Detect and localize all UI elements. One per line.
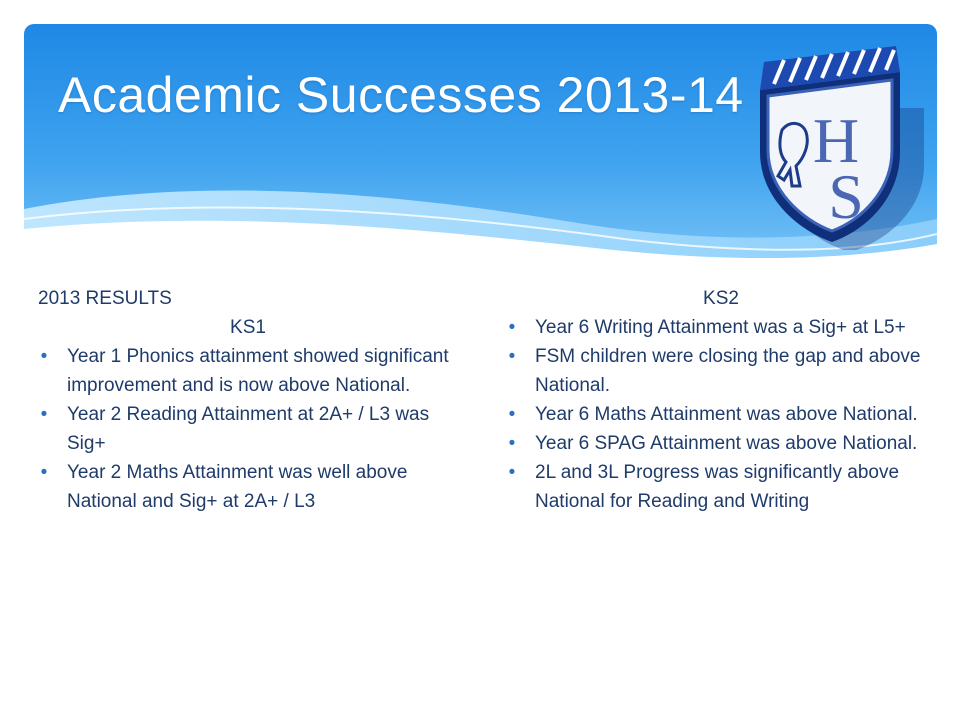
page-title: Academic Successes 2013-14 [58,67,744,123]
list-item: • Year 6 SPAG Attainment was above National. [506,429,926,458]
bullet-icon: • [508,346,516,367]
ks2-heading: KS2 [703,288,739,309]
ks1-bullet-list [38,342,458,516]
ks1-heading: KS1 [230,317,266,338]
ks1-column [38,284,458,516]
list-item: • FSM children were closing the gap and above National. [506,342,926,400]
bullet-icon: • [508,404,516,425]
bullet-icon: • [40,346,48,367]
list-item: • 2L and 3L Progress was significantly above National for Reading and Writing [506,458,926,516]
school-crest-logo [748,40,928,250]
bullet-icon: • [508,462,516,483]
ks2-bullet-list [506,313,926,516]
bullet-icon: • [40,462,48,483]
ks2-column [506,284,926,516]
list-item: • Year 2 Maths Attainment was well above National and Sig+ at 2A+ / L3 [38,458,458,516]
list-item: • Year 6 Maths Attainment was above National. [506,400,926,429]
list-item: • Year 6 Writing Attainment was a Sig+ at L5+ [506,313,926,342]
crest-letter-h: H [812,105,860,176]
list-item: • Year 1 Phonics attainment showed significant improvement and is now above National. [38,342,458,400]
bullet-icon: • [508,433,516,454]
results-label: 2013 RESULTS [38,288,172,309]
bullet-icon: • [508,317,516,338]
crest-letter-s: S [828,161,864,232]
list-item: • Year 2 Reading Attainment at 2A+ / L3 was Sig+ [38,400,458,458]
bullet-icon: • [40,404,48,425]
